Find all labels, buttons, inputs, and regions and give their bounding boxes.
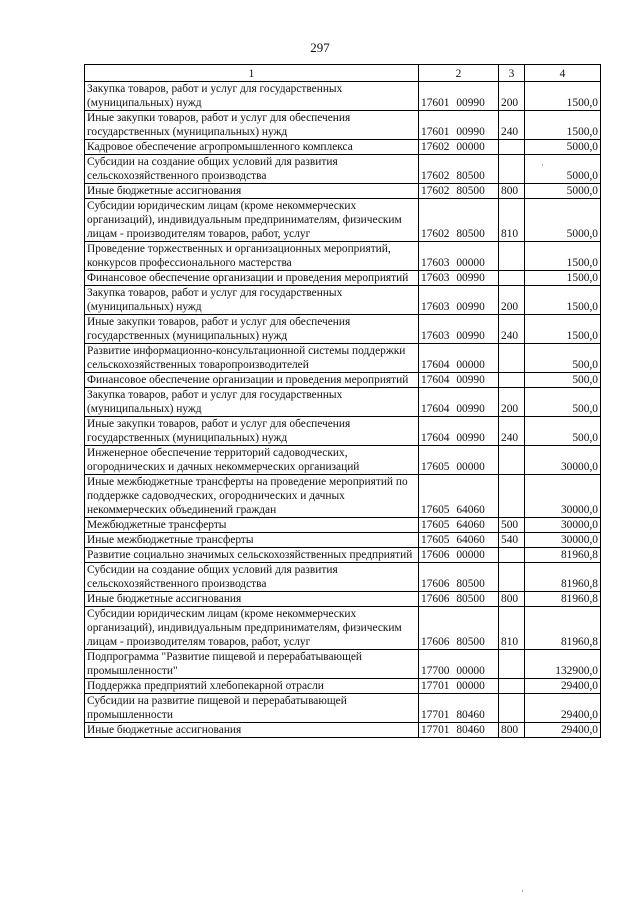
row-expense-type-cell xyxy=(499,344,525,373)
row-code-cell: 17602 80500 xyxy=(419,184,499,199)
row-name-cell: Проведение торжественных и организационных мероприятий, конкурсов профессионального мастерства xyxy=(85,242,419,271)
row-sum-cell: 81960,8 xyxy=(525,592,601,607)
row-name-cell: Поддержка предприятий хлебопекарной отрасли xyxy=(85,679,419,694)
table-row xyxy=(85,518,601,533)
table-row xyxy=(85,723,601,738)
table-row xyxy=(85,344,601,373)
table-row xyxy=(85,111,601,140)
row-expense-type-cell: 800 xyxy=(499,723,525,738)
row-name-cell: Межбюджетные трансферты xyxy=(85,518,419,533)
header-col-4: 4 xyxy=(525,65,601,82)
row-name-cell: Иные бюджетные ассигнования xyxy=(85,184,419,199)
row-code-cell: 17605 00000 xyxy=(419,446,499,475)
row-code-cell: 17604 00990 xyxy=(419,417,499,446)
table-row xyxy=(85,82,601,111)
table-row xyxy=(85,140,601,155)
table-row xyxy=(85,155,601,184)
row-name-cell: Закупка товаров, работ и услуг для государственных (муниципальных) нужд xyxy=(85,286,419,315)
row-code-cell: 17603 00990 xyxy=(419,271,499,286)
row-sum-cell: 1500,0 xyxy=(525,315,601,344)
header-col-2: 2 xyxy=(419,65,499,82)
table-row xyxy=(85,533,601,548)
row-expense-type-cell: 540 xyxy=(499,533,525,548)
row-name-cell: Кадровое обеспечение агропромышленного комплекса xyxy=(85,140,419,155)
table-row xyxy=(85,315,601,344)
row-expense-type-cell xyxy=(499,548,525,563)
row-sum-cell: 5000,0 xyxy=(525,184,601,199)
table-row xyxy=(85,388,601,417)
row-sum-cell: 30000,0 xyxy=(525,446,601,475)
table-row xyxy=(85,694,601,723)
row-sum-cell: 81960,8 xyxy=(525,607,601,650)
row-expense-type-cell: 200 xyxy=(499,82,525,111)
row-name-cell: Иные межбюджетные трансферты на проведение мероприятий по поддержке садоводческих, огороднических и дачных некоммерческих объединений граждан xyxy=(85,475,419,518)
row-sum-cell: 500,0 xyxy=(525,417,601,446)
table-row xyxy=(85,271,601,286)
row-code-cell: 17606 80500 xyxy=(419,607,499,650)
stray-mark: · xyxy=(521,886,524,896)
row-sum-cell: 30000,0 xyxy=(525,518,601,533)
row-name-cell: Закупка товаров, работ и услуг для государственных (муниципальных) нужд xyxy=(85,388,419,417)
row-sum-cell: 500,0 xyxy=(525,344,601,373)
row-sum-cell: 500,0 xyxy=(525,388,601,417)
row-expense-type-cell: 240 xyxy=(499,315,525,344)
row-sum-cell: 132900,0 xyxy=(525,650,601,679)
row-expense-type-cell: 800 xyxy=(499,184,525,199)
row-expense-type-cell: 240 xyxy=(499,111,525,140)
header-col-1: 1 xyxy=(85,65,419,82)
row-sum-cell: 81960,8 xyxy=(525,548,601,563)
row-expense-type-cell xyxy=(499,650,525,679)
table-row xyxy=(85,184,601,199)
row-code-cell: 17603 00000 xyxy=(419,242,499,271)
row-expense-type-cell xyxy=(499,242,525,271)
row-code-cell: 17605 64060 xyxy=(419,518,499,533)
stray-mark: · xyxy=(541,160,544,170)
row-name-cell: Развитие информационно-консультационной системы поддержки сельскохозяйственных товаропроизводителей xyxy=(85,344,419,373)
row-expense-type-cell xyxy=(499,373,525,388)
row-code-cell: 17602 00000 xyxy=(419,140,499,155)
row-sum-cell: 1500,0 xyxy=(525,111,601,140)
row-expense-type-cell xyxy=(499,271,525,286)
row-name-cell: Субсидии на создание общих условий для развития сельскохозяйственного производства xyxy=(85,563,419,592)
row-sum-cell: 81960,8 xyxy=(525,563,601,592)
table-row xyxy=(85,563,601,592)
row-expense-type-cell: 810 xyxy=(499,607,525,650)
table-row xyxy=(85,373,601,388)
table-row xyxy=(85,548,601,563)
row-name-cell: Иные бюджетные ассигнования xyxy=(85,723,419,738)
row-sum-cell: 29400,0 xyxy=(525,679,601,694)
row-name-cell: Субсидии юридическим лицам (кроме некоммерческих организаций), индивидуальным предпринимателям, физическим лицам - производителям товаров, работ, услуг xyxy=(85,607,419,650)
row-expense-type-cell: 500 xyxy=(499,518,525,533)
table-body xyxy=(85,82,601,738)
row-code-cell: 17602 80500 xyxy=(419,199,499,242)
row-name-cell: Субсидии на создание общих условий для развития сельскохозяйственного производства xyxy=(85,155,419,184)
budget-table xyxy=(84,64,601,738)
row-expense-type-cell: 200 xyxy=(499,286,525,315)
row-expense-type-cell xyxy=(499,155,525,184)
row-name-cell: Подпрограмма "Развитие пищевой и перерабатывающей промышленности" xyxy=(85,650,419,679)
table-row xyxy=(85,679,601,694)
table-row xyxy=(85,417,601,446)
row-code-cell: 17603 00990 xyxy=(419,315,499,344)
row-sum-cell: 29400,0 xyxy=(525,694,601,723)
row-sum-cell: 30000,0 xyxy=(525,475,601,518)
row-name-cell: Иные закупки товаров, работ и услуг для обеспечения государственных (муниципальных) нужд xyxy=(85,111,419,140)
row-code-cell: 17606 80500 xyxy=(419,592,499,607)
row-code-cell: 17603 00990 xyxy=(419,286,499,315)
row-sum-cell: 29400,0 xyxy=(525,723,601,738)
row-expense-type-cell xyxy=(499,140,525,155)
row-sum-cell: 30000,0 xyxy=(525,533,601,548)
table-header-row xyxy=(85,65,601,82)
row-expense-type-cell xyxy=(499,446,525,475)
row-name-cell: Финансовое обеспечение организации и проведения мероприятий xyxy=(85,373,419,388)
row-code-cell: 17701 00000 xyxy=(419,679,499,694)
table-row xyxy=(85,475,601,518)
row-name-cell: Финансовое обеспечение организации и проведения мероприятий xyxy=(85,271,419,286)
row-code-cell: 17604 00000 xyxy=(419,344,499,373)
row-expense-type-cell: 200 xyxy=(499,388,525,417)
row-code-cell: 17605 64060 xyxy=(419,475,499,518)
table-row xyxy=(85,199,601,242)
row-expense-type-cell xyxy=(499,679,525,694)
table-row xyxy=(85,242,601,271)
row-code-cell: 17604 00990 xyxy=(419,373,499,388)
row-name-cell: Субсидии на развитие пищевой и перерабатывающей промышленности xyxy=(85,694,419,723)
row-code-cell: 17602 80500 xyxy=(419,155,499,184)
row-code-cell: 17606 80500 xyxy=(419,563,499,592)
row-code-cell: 17601 00990 xyxy=(419,82,499,111)
row-name-cell: Иные бюджетные ассигнования xyxy=(85,592,419,607)
row-expense-type-cell xyxy=(499,694,525,723)
header-col-3: 3 xyxy=(499,65,525,82)
row-code-cell: 17700 00000 xyxy=(419,650,499,679)
row-code-cell: 17604 00990 xyxy=(419,388,499,417)
row-expense-type-cell: 810 xyxy=(499,199,525,242)
row-code-cell: 17606 00000 xyxy=(419,548,499,563)
row-code-cell: 17701 80460 xyxy=(419,723,499,738)
row-code-cell: 17605 64060 xyxy=(419,533,499,548)
row-name-cell: Иные закупки товаров, работ и услуг для обеспечения государственных (муниципальных) нужд xyxy=(85,417,419,446)
table-row xyxy=(85,446,601,475)
row-name-cell: Закупка товаров, работ и услуг для государственных (муниципальных) нужд xyxy=(85,82,419,111)
row-name-cell: Субсидии юридическим лицам (кроме некоммерческих организаций), индивидуальным предпринимателям, физическим лицам - производителям товаров, работ, услуг xyxy=(85,199,419,242)
page-number: 297 xyxy=(310,40,330,55)
row-sum-cell: 1500,0 xyxy=(525,271,601,286)
row-sum-cell: 1500,0 xyxy=(525,242,601,271)
row-expense-type-cell xyxy=(499,563,525,592)
row-name-cell: Развитие социально значимых сельскохозяйственных предприятий xyxy=(85,548,419,563)
table-row xyxy=(85,607,601,650)
table-row xyxy=(85,286,601,315)
row-code-cell: 17601 00990 xyxy=(419,111,499,140)
row-name-cell: Иные межбюджетные трансферты xyxy=(85,533,419,548)
row-sum-cell: 5000,0 xyxy=(525,155,601,184)
row-sum-cell: 5000,0 xyxy=(525,199,601,242)
row-name-cell: Инженерное обеспечение территорий садоводческих, огороднических и дачных некоммерческих организаций xyxy=(85,446,419,475)
table-row xyxy=(85,592,601,607)
row-name-cell: Иные закупки товаров, работ и услуг для обеспечения государственных (муниципальных) нужд xyxy=(85,315,419,344)
row-sum-cell: 5000,0 xyxy=(525,140,601,155)
row-code-cell: 17701 80460 xyxy=(419,694,499,723)
row-sum-cell: 1500,0 xyxy=(525,286,601,315)
row-sum-cell: 500,0 xyxy=(525,373,601,388)
table-row xyxy=(85,650,601,679)
row-expense-type-cell xyxy=(499,475,525,518)
row-sum-cell: 1500,0 xyxy=(525,82,601,111)
row-expense-type-cell: 800 xyxy=(499,592,525,607)
row-expense-type-cell: 240 xyxy=(499,417,525,446)
